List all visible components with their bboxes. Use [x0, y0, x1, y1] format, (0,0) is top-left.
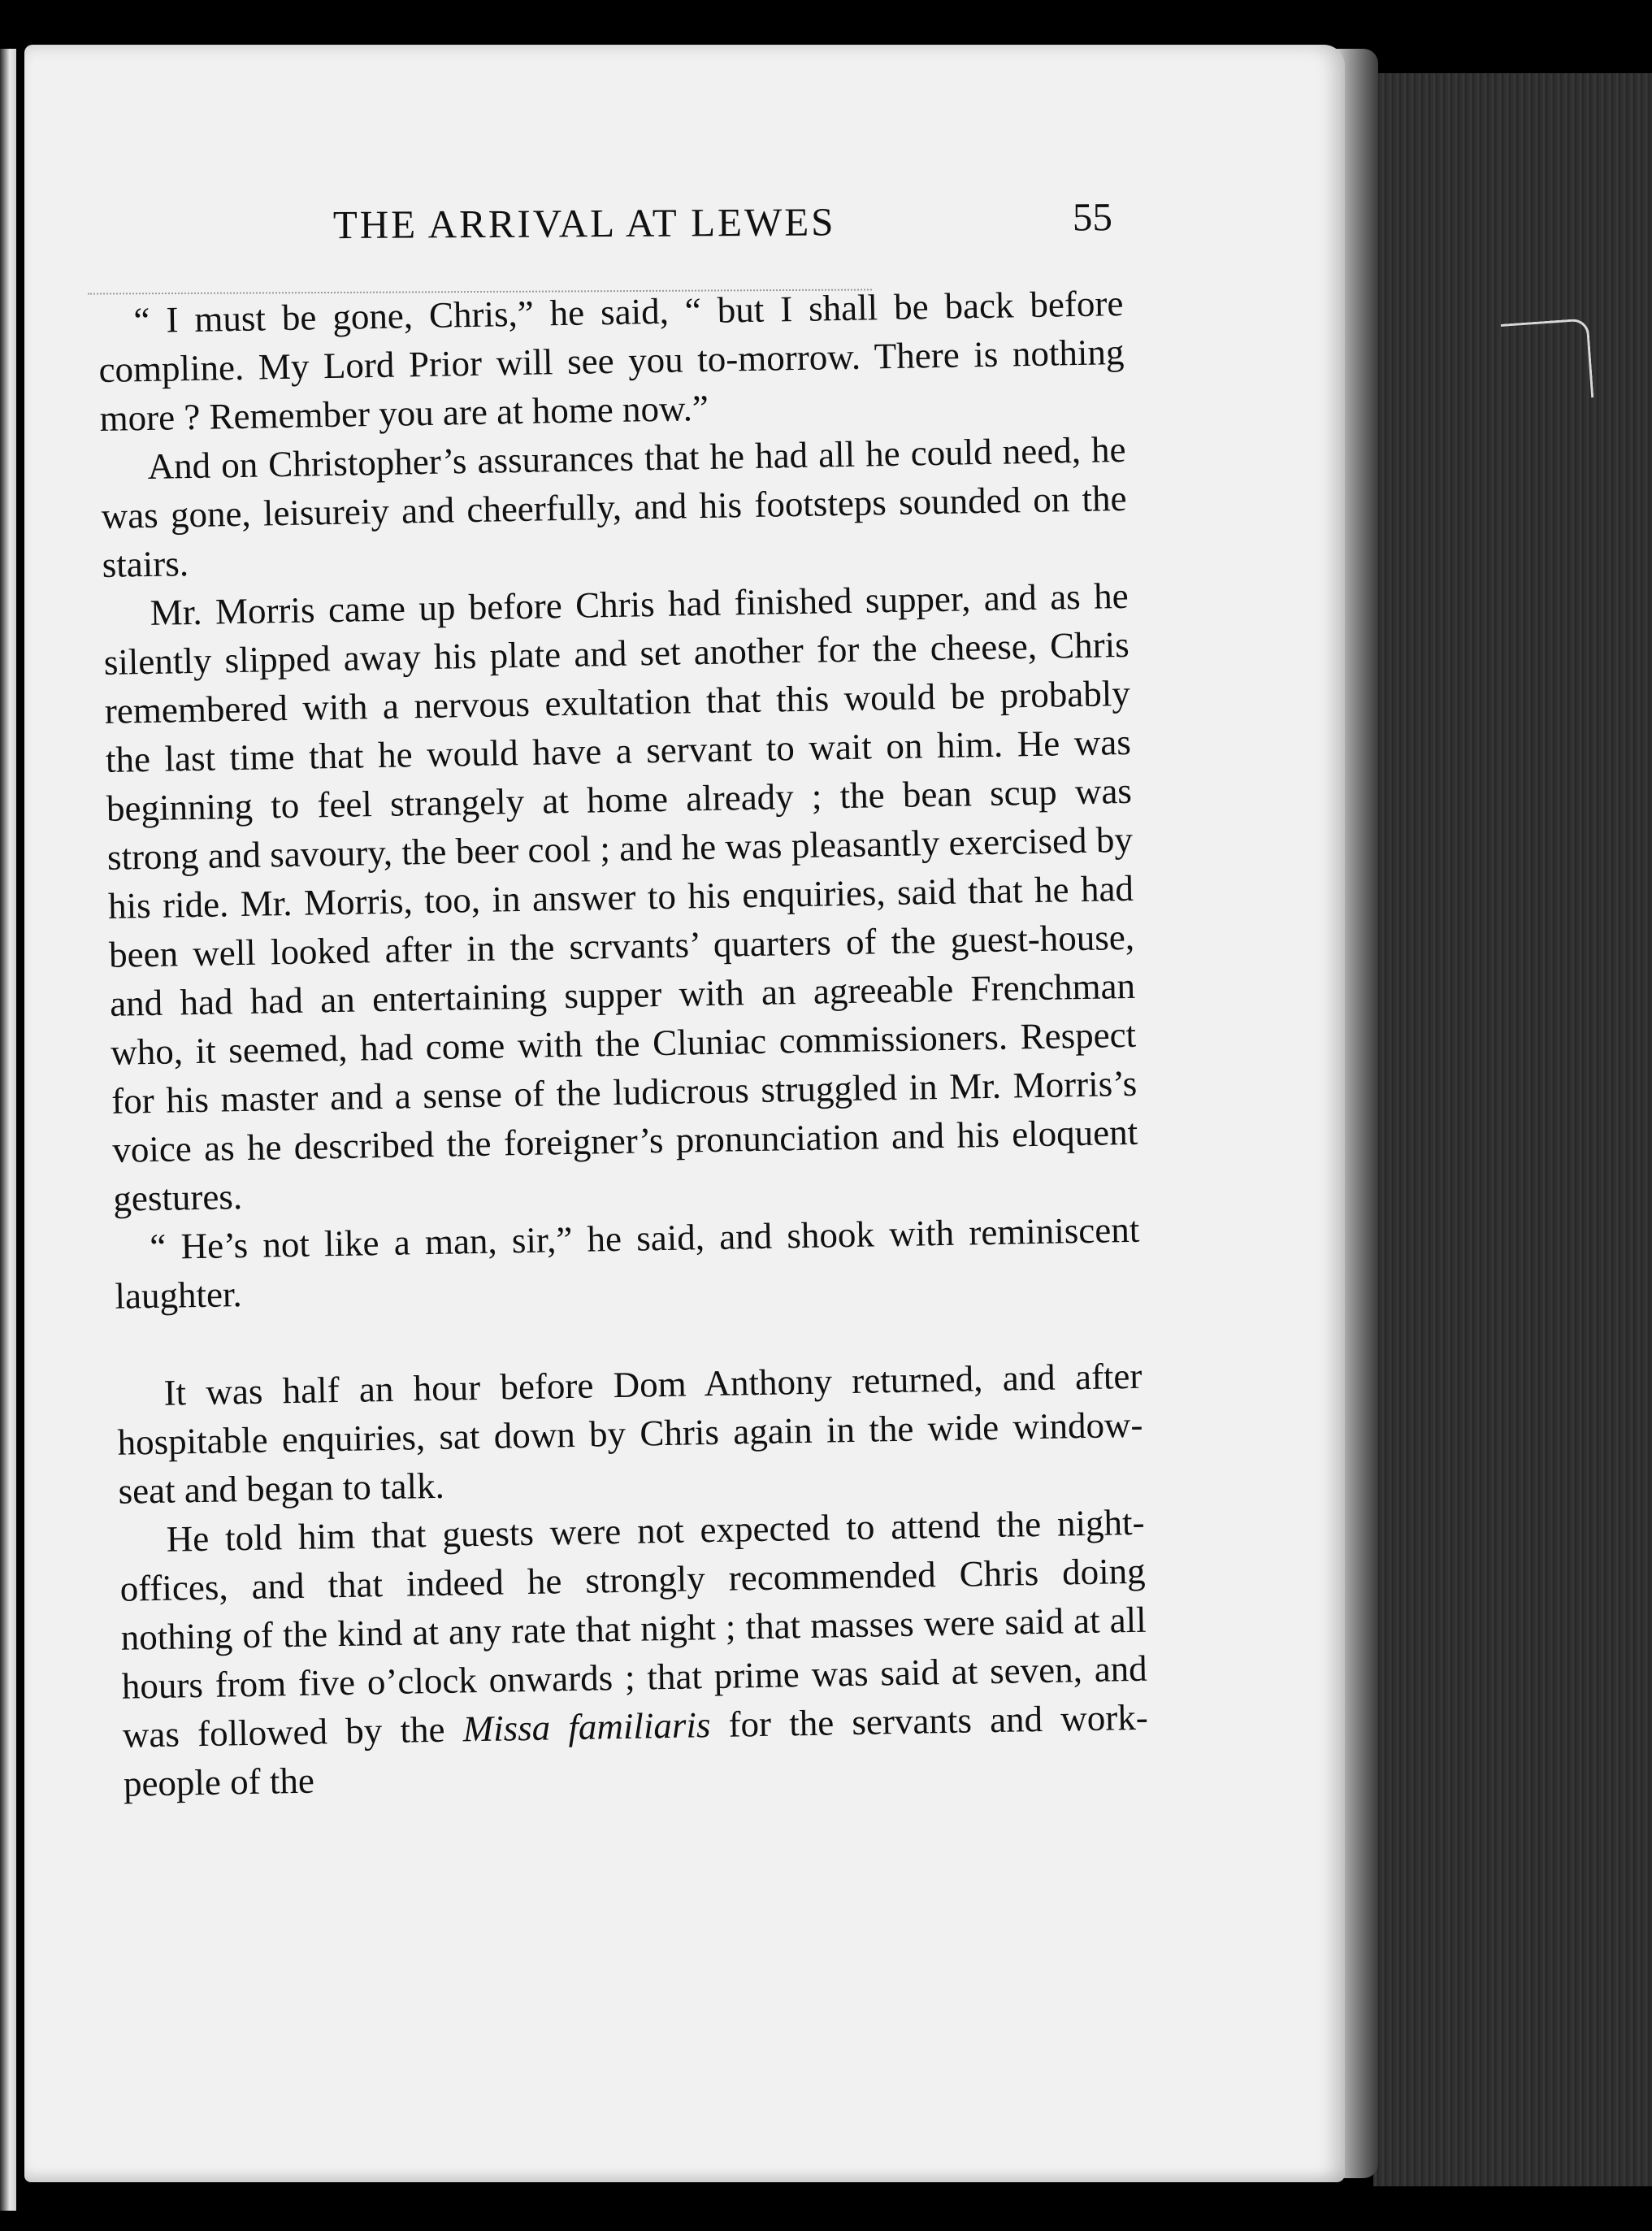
- paragraph-6: [119, 1498, 1149, 1808]
- body-text: [98, 279, 1149, 1808]
- italic-phrase: Missa familiaris: [462, 1704, 711, 1750]
- left-page-edge: [0, 49, 16, 2211]
- paragraph-4: “ He’s not like a man, sir,” he said, and shook with reminiscent laughter.: [115, 1209, 1140, 1317]
- paragraph-1: “ I must be gone, Chris,” he said, “ but I shall be back before compline. My Lord Prior will see you to-morrow. There is nothing more ? Remember you are at home now.”: [98, 282, 1125, 439]
- page-number: 55: [1072, 194, 1113, 240]
- paragraph-6-main: He told him that guests were not expected to attend the night-offices, and that indeed he strongly recommended Chris doing nothing of the kind at any rate that night ; that masses were said at all hours from five o’clock onwards ; that prime was said at seven, and was followed by the: [119, 1501, 1148, 1756]
- paragraph-6-end: for the servants and work-people of the: [123, 1696, 1149, 1804]
- paragraph-3: Mr. Morris came up before Chris had finished supper, and as he silently slipped away his plate and set another for the cheese, Chris remembered with a nervous exultation that this would be probably the last time that he would have a servant to wait on him. He was beginning to feel strangely at home already ; the bean scup was strong and savoury, the beer cool ; and he was pleasantly exercised by his ride. Mr. Morris, too, in answer to his enquiries, said that he had been well looked after in the scrvants’ quarters of the guest-house, and had had an entertaining supper with an agreeable Frenchman who, it seemed, had come with the Cluniac commissioners. Respect for his master and a sense of the ludicrous struggled in Mr. Morris’s voice as he described the foreigner’s pronunciation and his eloquent gestures.: [103, 575, 1138, 1219]
- cover-mark: [1501, 318, 1594, 403]
- paragraph-5: It was half an hour before Dom Anthony returned, and after hospitable enquiries, sat down by Chris again in the wide window-seat and began to talk.: [117, 1355, 1143, 1512]
- paragraph-2: And on Christopher’s assurances that he had all he could need, he was gone, leisureiy and cheerfully, and his footsteps sounded on the stairs.: [101, 428, 1127, 585]
- page-header: [81, 194, 1122, 276]
- running-title: THE ARRIVAL AT LEWES: [332, 199, 836, 248]
